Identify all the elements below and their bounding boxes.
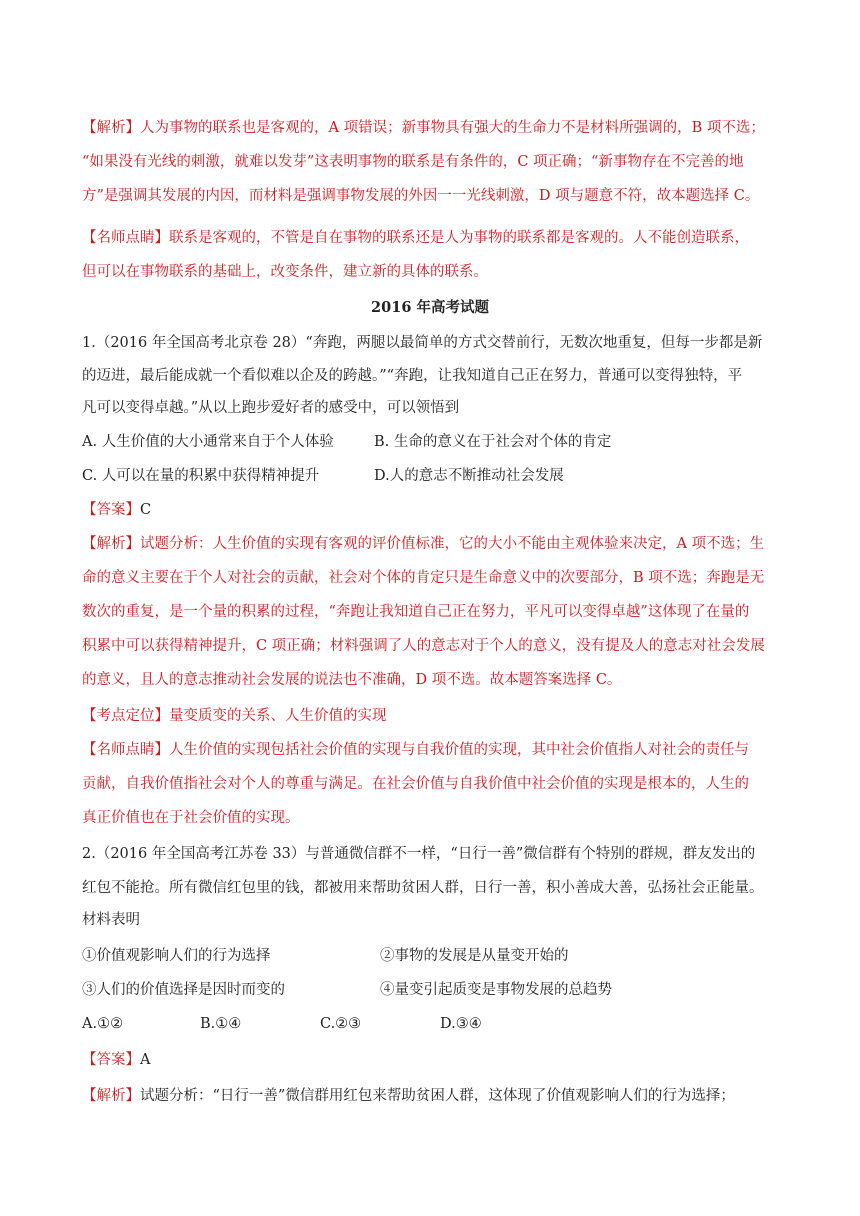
q1-analysis-line-1 xyxy=(82,534,782,554)
q2-answer-label: 【答案】 xyxy=(82,1052,140,1068)
q1-option-a: A. 人生价值的大小通常来自于个人体验 xyxy=(82,434,334,450)
q2-answer-value: A xyxy=(140,1052,151,1068)
top-analysis-line-2: “如果没有光线的刺激，就难以发芽”这表明事物的联系是有条件的，C 项正确；“新事物存在不完善的地 xyxy=(82,154,744,170)
q1-analysis-label: 【解析】 xyxy=(82,536,140,552)
top-tip-line-1 xyxy=(82,228,782,248)
q1-tip-label: 【名师点睛】 xyxy=(82,742,169,758)
top-tip-line-2: 但可以在事物联系的基础上，改变条件，建立新的具体的联系。 xyxy=(82,264,488,280)
top-analysis-line-3: 方”是强调其发展的内因，而材料是强调事物发展的外因一一光线刺激，D 项与题意不符，故本题选择 C。 xyxy=(82,188,760,204)
q2-analysis-line-1 xyxy=(82,1086,782,1106)
section-title: 2016 年高考试题 xyxy=(371,299,489,316)
q2-analysis-text-1: 试题分析：“日行一善”微信群用红包来帮助贫困人群，这体现了价值观影响人们的行为选择； xyxy=(140,1088,735,1104)
q2-item-3: ③人们的价值选择是因时而变的 xyxy=(82,982,285,998)
top-analysis-line-1: 【解析】人为事物的联系也是客观的，A 项错误；新事物具有强大的生命力不是材料所强调的，B 项不选； xyxy=(82,120,765,136)
q1-option-c: C. 人可以在量的积累中获得精神提升 xyxy=(82,468,320,484)
q2-stem-line-3: 材料表明 xyxy=(82,912,140,928)
q2-option-b: B.①④ xyxy=(200,1016,242,1032)
q1-answer xyxy=(82,500,782,520)
q1-analysis-line-2: 命的意义主要在于个人对社会的贡献，社会对个体的肯定只是生命意义中的次要部分，B 项不选；奔跑是无 xyxy=(82,570,765,586)
q2-answer xyxy=(82,1050,782,1070)
q1-option-d: D.人的意志不断推动社会发展 xyxy=(374,468,564,484)
q2-stem-line-2: 红包不能抢。所有微信红包里的钱，都被用来帮助贫困人群，日行一善，积小善成大善，弘扬社会正能量。 xyxy=(82,880,764,896)
q1-answer-label: 【答案】 xyxy=(82,502,140,518)
q1-tip-line-3: 真正价值也在于社会价值的实现。 xyxy=(82,810,300,826)
q1-point xyxy=(82,706,782,726)
q2-option-a: A.①② xyxy=(82,1016,124,1032)
q1-point-text: 量变质变的关系、人生价值的实现 xyxy=(169,708,387,724)
q1-answer-value: C xyxy=(140,502,152,518)
q1-tip-line-2: 贡献，自我价值指社会对个人的尊重与满足。在社会价值与自我价值中社会价值的实现是根本的，人生的 xyxy=(82,776,749,792)
q1-option-b: B. 生命的意义在于社会对个体的肯定 xyxy=(374,434,612,450)
q2-stem-line-1: 2.（2016 年全国高考江苏卷 33）与普通微信群不一样，“日行一善”微信群有个特别的群规，群友发出的 xyxy=(82,846,756,862)
q1-stem-line-2: 的迈进，最后能成就一个看似难以企及的跨越。”“奔跑，让我知道自己正在努力，普通可以变得独特，平 xyxy=(82,368,743,384)
q1-stem-line-1: 1.（2016 年全国高考北京卷 28）“奔跑，两腿以最简单的方式交替前行，无数次地重复，但每一步都是新 xyxy=(82,335,763,351)
q1-analysis-line-3: 数次的重复，是一个量的积累的过程，“奔跑让我知道自己正在努力，平凡可以变得卓越”这体现了在量的 xyxy=(82,604,750,620)
q2-analysis-label: 【解析】 xyxy=(82,1088,140,1104)
q1-stem-line-3: 凡可以变得卓越。”从以上跑步爱好者的感受中，可以领悟到 xyxy=(82,400,460,416)
q2-item-1: ①价值观影响人们的行为选择 xyxy=(82,948,271,964)
q1-tip-line-1 xyxy=(82,740,782,760)
q1-analysis-line-4: 积累中可以获得精神提升，C 项正确；材料强调了人的意志对于个人的意义，没有提及人的意志对社会发展 xyxy=(82,638,765,654)
q1-point-label: 【考点定位】 xyxy=(82,708,169,724)
q1-analysis-text-1: 试题分析：人生价值的实现有客观的评价值标准，它的大小不能由主观体验来决定，A 项不选；生 xyxy=(140,536,765,552)
q1-tip-text-1: 人生价值的实现包括社会价值的实现与自我价值的实现，其中社会价值指人对社会的责任与 xyxy=(169,742,749,758)
q2-item-4: ④量变引起质变是事物发展的总趋势 xyxy=(380,982,612,998)
q2-item-2: ②事物的发展是从量变开始的 xyxy=(380,948,569,964)
top-tip-label: 【名师点睛】 xyxy=(82,230,169,246)
q2-option-d: D.③④ xyxy=(440,1016,482,1032)
q2-option-c: C.②③ xyxy=(320,1016,362,1032)
top-tip-text-1: 联系是客观的，不管是自在事物的联系还是人为事物的联系都是客观的。人不能创造联系， xyxy=(169,230,749,246)
q1-analysis-line-5: 的意义，且人的意志推动社会发展的说法也不准确，D 项不选。故本题答案选择 C。 xyxy=(82,672,622,688)
